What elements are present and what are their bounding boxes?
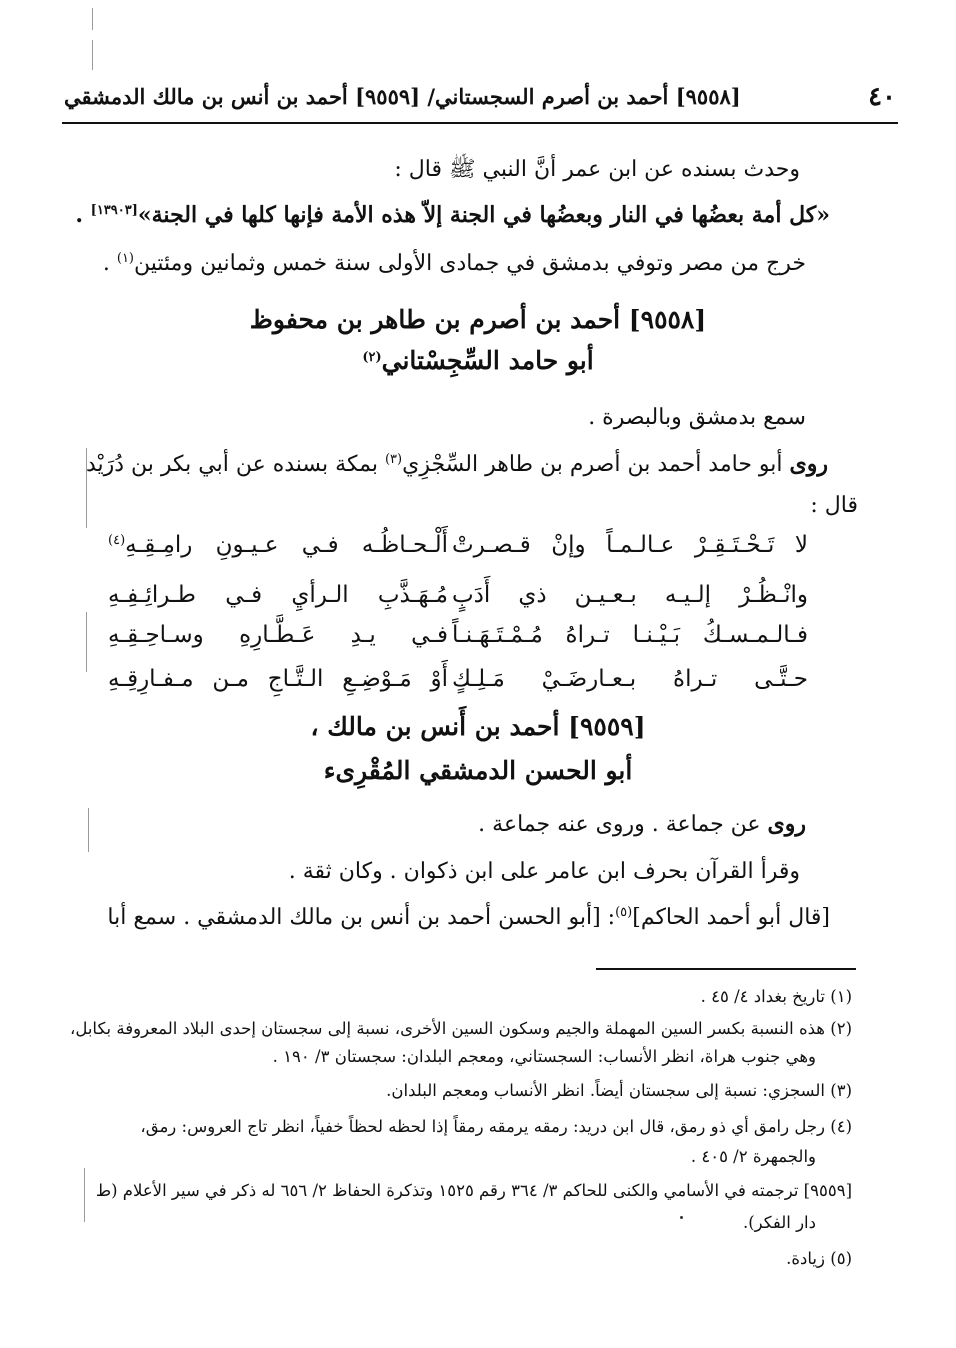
scan-mark	[88, 808, 89, 852]
footnote-9559-num: [٩٥٥٩]	[803, 1181, 852, 1200]
poem-verse-4-left: أَوْ مَـوْضِـعِ الـتَّـاجِ مـن مـفـارِقِـهِ	[108, 666, 448, 692]
footnote-9559-cont: دار الفكر).	[742, 1213, 816, 1232]
death-line: خرج من مصر وتوفي بدمشق في جمادى الأولى سنة خمس وثمانين ومئتين$^{(١)}$ .	[102, 251, 806, 276]
bio-subtitle-9558	[0, 346, 956, 375]
running-title: [٩٥٥٨] أحمد بن أصرم السجستاني/ [٩٥٥٩] أحمد بن أنس بن مالك الدمشقي	[64, 84, 741, 109]
bio-title-9558: [٩٥٥٨] أحمد بن أصرم بن طاهر بن محفوظ	[249, 305, 707, 334]
footnote-5	[786, 1248, 852, 1269]
footnote-4	[140, 1116, 852, 1137]
poem-verse-1-left-text: أَلْـحـاظُـه فـي عـيـونِ رامِـقِـهِ	[125, 532, 448, 558]
bio2-rawa-line	[478, 810, 806, 840]
footnote-4-cont: والجمهرة ٢/ ٤٠٥ .	[690, 1147, 816, 1166]
poem-verse-2-left: مُـهَـذَّبِ الـرأيِ فـي طـرائِـفِـهِ	[108, 582, 448, 608]
footnote-4-text-1: رجل رامق أي ذو رمق، قال ابن دريد: رمقه يرمقه رمقاً إذا لحظه لحظاً خفياً، انظر تاج العروس: رمق،	[140, 1117, 825, 1136]
bio2-hakim-text-2: : [أبو الحسن أحمد بن أنس بن مالك الدمشقي . سمع أبا	[107, 905, 616, 930]
bio2-rawa-text: عن جماعة . وروى عنه جماعة .	[478, 812, 761, 837]
bio-title-9559: [٩٥٥٩] أحمد بن أَنس بن مالك ،	[310, 712, 646, 741]
rawa-text-2: بمكة بسنده عن أبي بكر بن دُرَيْد	[85, 452, 378, 477]
scan-mark	[92, 8, 93, 30]
footnote-9559	[96, 1180, 852, 1201]
page-number: ٤٠	[868, 82, 896, 112]
footnote-4-num: (٤)	[830, 1117, 852, 1136]
bio2-rawa-word: روى	[767, 811, 806, 837]
footnote-2-text-1: هذه النسبة بكسر السين المهملة والجيم وسكون السين الأخرى، نسبة إلى سجستان إحدى البلاد المعروفة بكابل،	[70, 1019, 825, 1038]
footnote-ref-4: (٤)	[108, 533, 126, 548]
scan-mark	[86, 612, 87, 672]
bio2-hakim-text-1: [قال أبو أحمد الحاكم]	[632, 905, 830, 930]
rawa-word: روى	[789, 451, 828, 477]
intro-line: وحدث بسنده عن ابن عمر أنَّ النبي ﷺ قال :	[394, 157, 800, 182]
footnote-2-num: (٢)	[830, 1019, 852, 1038]
bio2-hakim-line	[107, 904, 830, 933]
rawa-text-1: أبو حامد أحمد بن أصرم بن طاهر السِّجْزِي	[402, 452, 783, 477]
bio2-qira-line: وقرأ القرآن بحرف ابن عامر على ابن ذكوان . وكان ثقة .	[288, 859, 800, 884]
hadith-text: «كل أمة بعضُها في النار وبعضُها في الجنة إلاّ هذه الأمة فإنها كلها في الجنة»	[137, 202, 830, 228]
sama-line: سمع بدمشق وبالبصرة .	[588, 405, 806, 430]
footnote-5-text: زيادة.	[786, 1249, 825, 1268]
footnote-3	[386, 1080, 852, 1101]
poem-verse-2-right: وانْـظُـرْ إلـيـه بـعـيـن ذي أَدَبٍ	[452, 582, 808, 608]
footnote-ref-5: (٥)	[615, 905, 633, 920]
scan-speck	[680, 1216, 683, 1219]
poem-verse-1-left	[108, 532, 448, 558]
footnote-2	[70, 1018, 852, 1039]
poem-verse-4-right: حـتَّـى تـراهُ بـعـارضَـيْ مَـلِـكٍ	[452, 666, 808, 692]
bio-subtitle-text: أبو حامد السِّجِسْتاني	[381, 346, 594, 375]
footnote-3-num: (٣)	[830, 1081, 852, 1100]
page-header	[64, 78, 896, 118]
footnote-9559-text-1: ترجمته في الأسامي والكنى للحاكم ٣/ ٣٦٤ رقم ١٥٢٥ وتذكرة الحفاظ ٢/ ٦٥٦ له ذكر في سير الأعلام (ط	[95, 1181, 799, 1200]
rawa-line	[86, 450, 828, 480]
hadith-line: «كل أمة بعضُها في النار وبعضُها في الجنة إلاّ هذه الأمة فإنها كلها في الجنة»[١٣٩٠٣] .	[75, 202, 830, 228]
footnote-2-cont: وهي جنوب هراة، انظر الأنساب: السجستاني، ومعجم البلدان: سجستان ٣/ ١٩٠ .	[272, 1047, 816, 1066]
footnote-ref-3: (٣)	[384, 452, 403, 467]
scan-mark	[84, 1168, 85, 1222]
qal-line: قال :	[810, 493, 858, 518]
footnote-1	[701, 986, 852, 1007]
death-text: خرج من مصر وتوفي بدمشق في جمادى الأولى سنة خمس وثمانين ومئتين	[134, 251, 806, 276]
footnote-ref-1: (١)	[116, 251, 134, 266]
bio-subtitle-9559: أبو الحسن الدمشقي المُقْرِىء	[323, 756, 633, 785]
header-rule	[62, 122, 898, 124]
hadith-ref: [١٣٩٠٣]	[90, 203, 138, 218]
footnote-1-text: تاريخ بغداد ٤/ ٤٥ .	[700, 987, 825, 1006]
scan-mark	[92, 40, 93, 70]
footnote-1-num: (١)	[830, 987, 852, 1006]
footnote-5-num: (٥)	[830, 1249, 852, 1268]
footnote-3-text: السجزي: نسبة إلى سجستان أيضاً. انظر الأنساب ومعجم البلدان.	[386, 1081, 825, 1100]
footnote-ref-2: (٢)	[362, 350, 382, 365]
poem-verse-1-right: لا تَـحْـتَـقِـرْ عـالـمـاً وإنْ قـصـرتْ	[452, 532, 808, 558]
footnote-rule	[596, 968, 856, 970]
poem-verse-3-right: فـالـمـسـكُ بَـيْـنـا تـراهُ مُـمْـتَـهَـنـاً	[452, 622, 808, 648]
poem-verse-3-left: فـي يـدِ عَـطَّـارِهِ وسـاحِـقِـهِ	[108, 622, 448, 648]
